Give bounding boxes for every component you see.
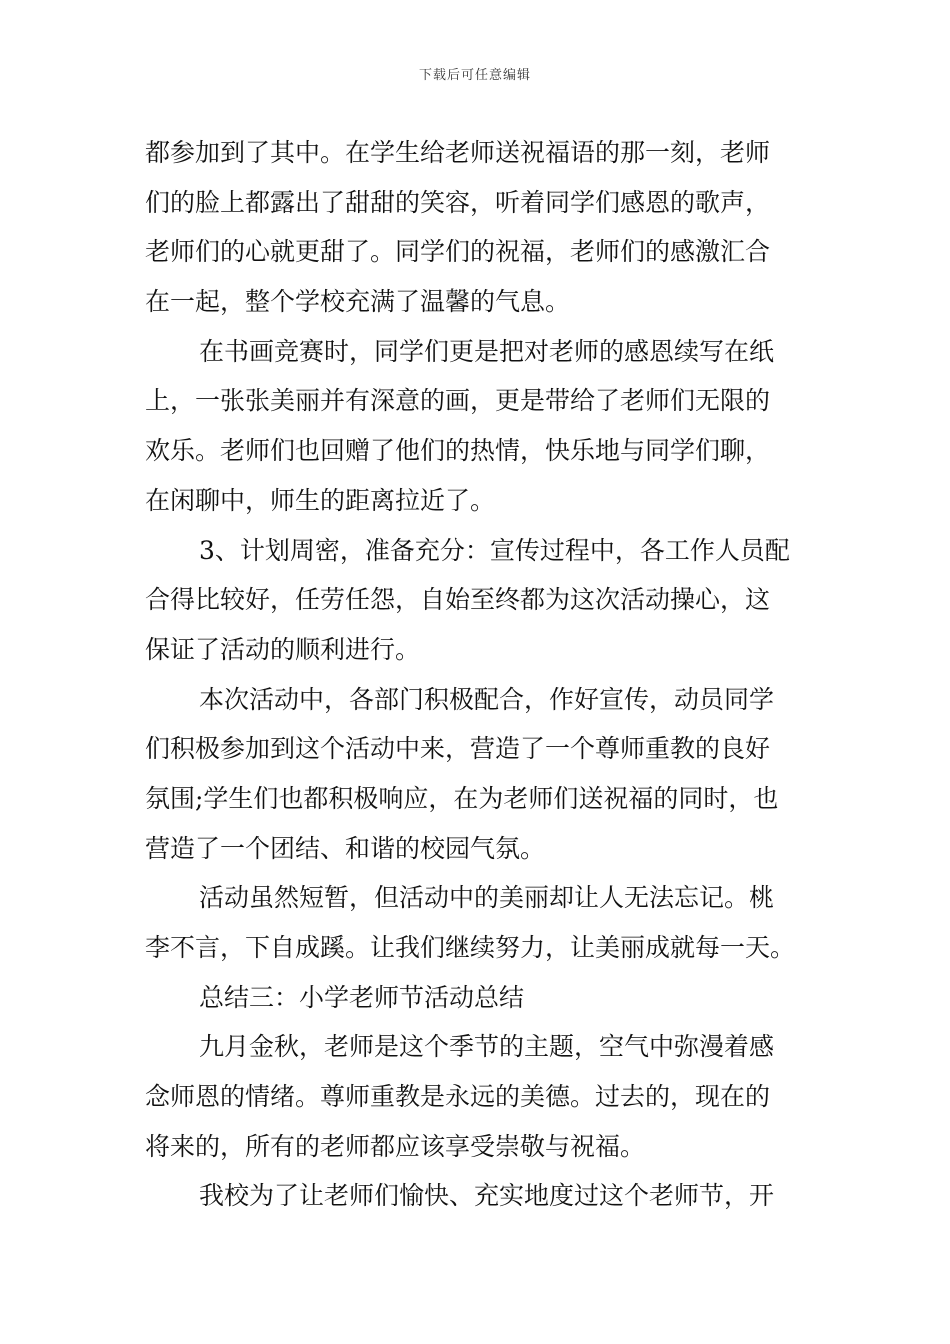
text-line: 老师们的心就更甜了。同学们的祝福，老师们的感激汇合 — [145, 237, 771, 267]
text-line: 们积极参加到这个活动中来，营造了一个尊师重教的良好 — [145, 734, 771, 764]
text-line: 都参加到了其中。在学生给老师送祝福语的那一刻，老师 — [145, 138, 771, 167]
text-line: 保证了活动的顺利进行。 — [145, 634, 421, 664]
text-line: 3、计划周密，准备充分：宣传过程中，各工作人员配 — [199, 535, 790, 565]
text-line: 九月金秋，老师是这个季节的主题，空气中弥漫着感 — [199, 1032, 775, 1062]
text-line: 将来的，所有的老师都应该享受崇敬与祝福。 — [145, 1131, 646, 1161]
text-line: 我校为了让老师们愉快、充实地度过这个老师节，开 — [199, 1181, 775, 1211]
text-line: 本次活动中，各部门积极配合，作好宣传，动员同学 — [199, 684, 775, 714]
text-line: 念师恩的情绪。尊师重教是永远的美德。过去的，现在的 — [145, 1082, 771, 1112]
text-line: 营造了一个团结、和谐的校园气氛。 — [145, 833, 546, 863]
text-line: 们的脸上都露出了甜甜的笑容，听着同学们感恩的歌声， — [145, 187, 771, 217]
text-line: 欢乐。老师们也回赠了他们的热情，快乐地与同学们聊， — [145, 436, 771, 466]
text-line: 在书画竞赛时，同学们更是把对老师的感恩续写在纸 — [199, 336, 775, 366]
page-header: 下载后可任意编辑 — [418, 68, 531, 83]
text-line: 在一起，整个学校充满了温馨的气息。 — [145, 287, 571, 317]
text-line: 李不言，下自成蹊。让我们继续努力，让美丽成就每一天。 — [145, 933, 796, 962]
text-line: 活动虽然短暂，但活动中的美丽却让人无法忘记。桃 — [199, 883, 775, 913]
text-line: 在闲聊中，师生的距离拉近了。 — [145, 485, 496, 515]
text-line: 合得比较好，任劳任怨，自始至终都为这次活动操心，这 — [145, 585, 771, 615]
text-line: 上，一张张美丽并有深意的画，更是带给了老师们无限的 — [145, 386, 771, 416]
document-body — [145, 128, 805, 1221]
text-line: 总结三：小学老师节活动总结 — [199, 982, 525, 1012]
text-line: 氛围;学生们也都积极响应，在为老师们送祝福的同时，也 — [145, 783, 779, 813]
